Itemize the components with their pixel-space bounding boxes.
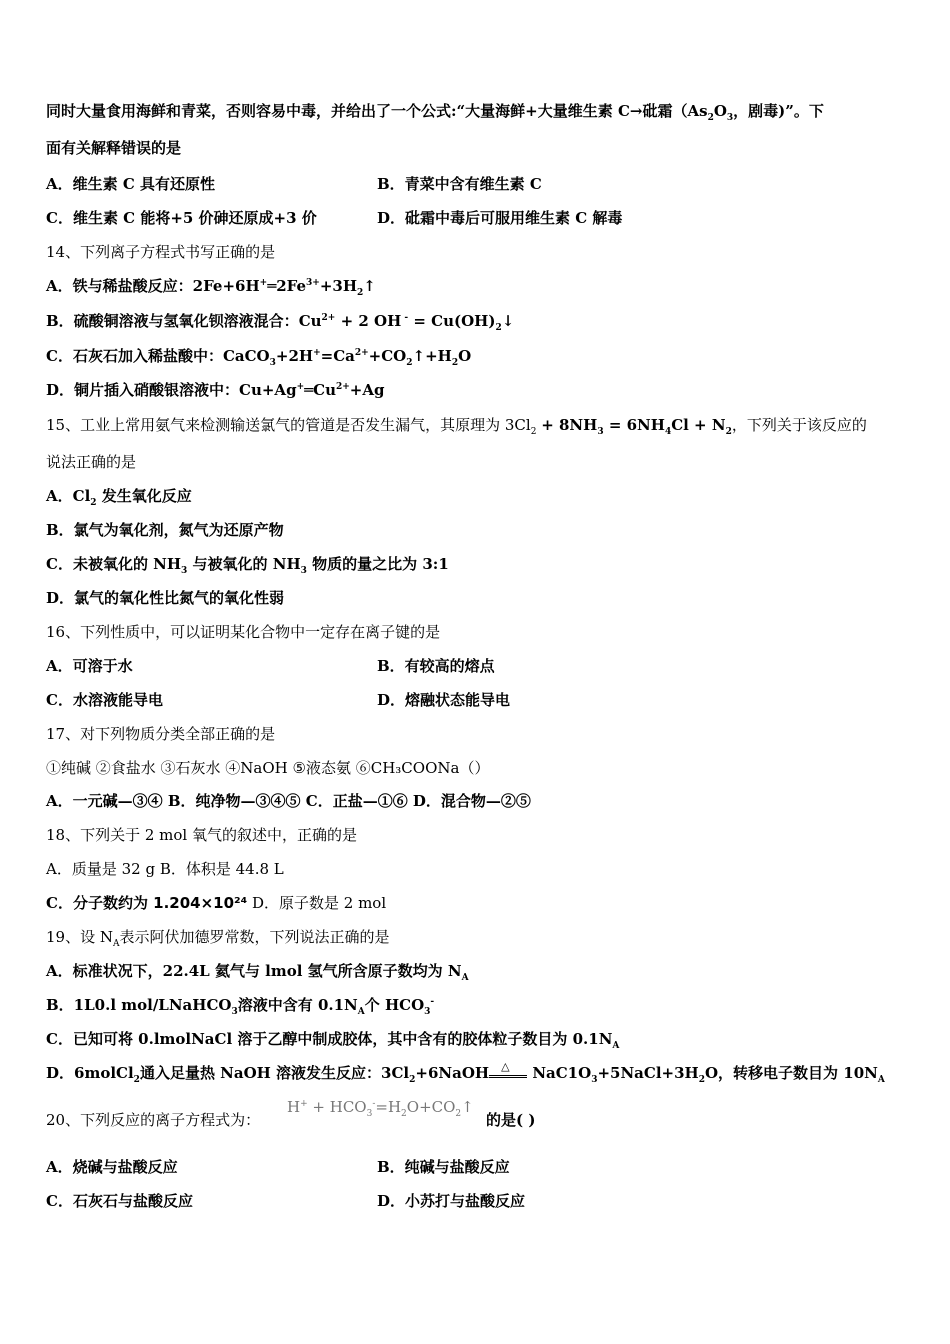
- q13-stem-line2: 面有关解释错误的是: [46, 139, 182, 157]
- q13-option-b: B．青菜中含有维生素 C: [377, 175, 542, 193]
- q19-option-b: B．1L0.l mol/LNaHCO$_3$溶液中含有 $0.1N_A$个 $HCO_3^-$: [46, 996, 435, 1017]
- q16-option-a: A．可溶于水: [46, 657, 133, 675]
- q20-option-c: C．石灰石与盐酸反应: [46, 1192, 193, 1210]
- q20-option-d: D．小苏打与盐酸反应: [377, 1192, 526, 1210]
- q13-option-a: A．维生素 C 具有还原性: [46, 175, 216, 193]
- q13-stem-line1: 同时大量食用海鲜和青菜，否则容易中毒，并给出了一个公式:“大量海鲜+大量维生素 C→砒霜（$As_2O_3$，剧毒)”。下: [46, 102, 824, 123]
- q20-option-b: B．纯碱与盐酸反应: [377, 1158, 510, 1176]
- q14-option-c: C．石灰石加入稀盐酸中：$CaCO_3+2H^+=Ca^{2+}+CO_2↑+H_2O$: [46, 347, 472, 368]
- q13-option-c: C．维生素 C 能将+5 价砷还原成+3 价: [46, 209, 317, 227]
- q17-stem: 17、对下列物质分类全部正确的是: [46, 725, 276, 743]
- q14-option-d: D．铜片插入硝酸银溶液中：$Cu+Ag^+═Cu^{2+}+Ag$: [46, 381, 385, 399]
- q16-stem: 16、下列性质中，可以证明某化合物中一定存在离子键的是: [46, 623, 441, 641]
- q14-stem: 14、下列离子方程式书写正确的是: [46, 243, 276, 261]
- heat-condition-arrow: △: [489, 1065, 527, 1078]
- q14-option-a: A．铁与稀盐酸反应：$2Fe+6H^+═2Fe^{3+}+3H_2↑$: [46, 277, 376, 298]
- q16-option-c: C．水溶液能导电: [46, 691, 163, 709]
- q20-stem: 20、下列反应的离子方程式为：: [46, 1111, 261, 1129]
- q15-option-a: A．$Cl_2$ 发生氧化反应: [46, 487, 192, 508]
- q19-option-c: C．已知可将 0.lmolNaCl 溶于乙醇中制成胶体，其中含有的胶体粒子数目为 $0.1N_A$: [46, 1030, 620, 1051]
- q18-stem: 18、下列关于 2 mol 氧气的叙述中，正确的是: [46, 826, 357, 844]
- q18-options-ab: A．质量是 32 g B．体积是 44.8 L: [46, 860, 284, 878]
- q15-stem-line2: 说法正确的是: [46, 453, 137, 471]
- q17-options: A．一元碱—③④ B．纯净物—③④⑤ C．正盐—①⑥ D．混合物—②⑤: [46, 792, 531, 810]
- q15-option-d: D．氯气的氧化性比氮气的氧化性弱: [46, 589, 285, 607]
- q15-stem-line1: 15、工业上常用氨气来检测输送氯气的管道是否发生漏气，其原理为 $3Cl_2 + 8NH_3 = 6NH_4Cl + N_2$，下列关于该反应的: [46, 416, 867, 437]
- q19-stem: 19、设 $N_A$表示阿伏加德罗常数，下列说法正确的是: [46, 928, 390, 949]
- q18-options-cd: C．分子数约为 1.204×10²⁴ D．原子数是 2 mol: [46, 894, 387, 912]
- q19-option-d: D．6molCl$_2$通入足量热 NaOH 溶液发生反应：$3Cl_2+6NaOH$ △ $NaC1O_3+5NaCl+3H_2O$，转移电子数目为 $10N_A$: [46, 1060, 885, 1085]
- q16-option-d: D．熔融状态能导电: [377, 691, 511, 709]
- q20-formula: $H^+ + HCO_3^-=H_2O+CO_2↑$: [287, 1098, 474, 1119]
- q16-option-b: B．有较高的熔点: [377, 657, 495, 675]
- q15-option-c: C．未被氧化的 $NH_3$ 与被氧化的 $NH_3$ 物质的量之比为 3:1: [46, 555, 449, 576]
- q19-option-a: A．标准状况下，22.4L 氦气与 lmol 氢气所含原子数均为 $N_A$: [46, 962, 469, 983]
- q13-option-d: D．砒霜中毒后可服用维生素 C 解毒: [377, 209, 623, 227]
- q15-option-b: B．氯气为氧化剂，氮气为还原产物: [46, 521, 284, 539]
- q20-option-a: A．烧碱与盐酸反应: [46, 1158, 178, 1176]
- q17-items: ①纯碱 ②食盐水 ③石灰水 ④NaOH ⑤液态氨 ⑥CH₃COONa（）: [46, 759, 490, 777]
- q14-option-b: B．硫酸铜溶液与氢氧化钡溶液混合：$Cu^{2+} + 2$ OH $^- = Cu(OH)_2↓$: [46, 312, 515, 333]
- q20-stem-post: 的是( ): [486, 1111, 536, 1129]
